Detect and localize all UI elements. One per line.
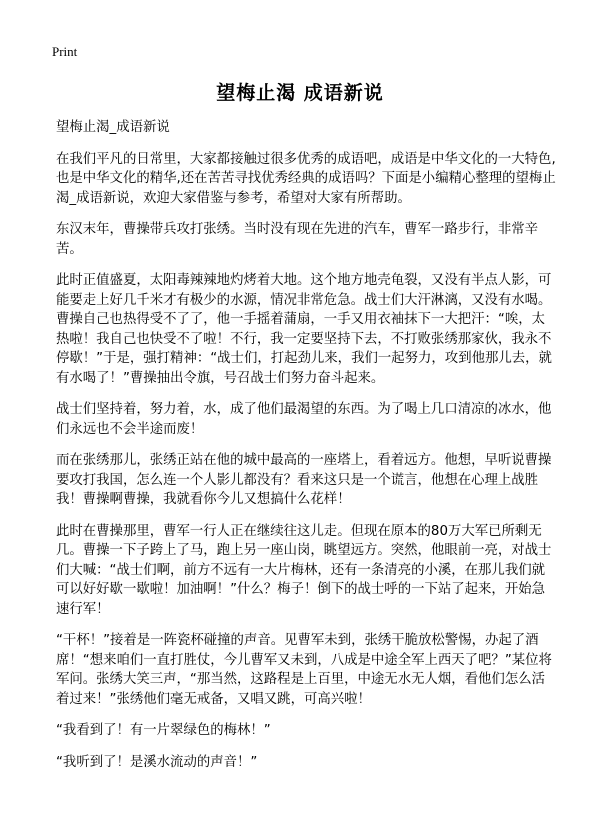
print-link[interactable]: Print <box>52 44 78 59</box>
paragraph: 在我们平凡的日常里，大家都接触过很多优秀的成语吧，成语是中华文化的一大特色,也是中华文化的精华,还在苦苦寻找优秀经典的成语吗？下面是小编精心整理的望梅止渴_成语新说，欢迎大家借鉴与参考，希望对大家有所帮助。 <box>56 151 556 206</box>
paragraph: “我听到了！是溪水流动的声音！” <box>56 754 258 770</box>
paragraph: 此时在曹操那里，曹军一行人正在继续往这儿走。但现在原本的80万大军已所剩无几。曹操一下子跨上了马，跑上另一座山岗，眺望远方。突然，他眼前一亮，对战士们大喊：“战士们啊，前方不远有一大片梅林，还有一条清亮的小溪，在那儿我们就可以好好歇一歇啦！加油啊！”什么？梅子！倒下的战士呼的一下站了起来，开始急速行军！ <box>56 523 552 617</box>
article-subtitle: 望梅止渴_成语新说 <box>56 120 170 135</box>
paragraph: 东汉末年，曹操带兵攻打张绣。当时没有现在先进的汽车，曹军一路步行，非常辛苦。 <box>56 222 539 257</box>
article-body <box>56 118 556 784</box>
paragraph: 此时正值盛夏，太阳毒辣辣地灼烤着大地。这个地方地壳龟裂，又没有半点人影，可能要走上好几千米才有极少的水源，情况非常危急。战士们大汗淋漓，又没有水喝。曹操自己也热得受不了了，他一手摇着蒲扇，一手又用衣袖抹下一大把汗：“唉，太热啦！我自己也快受不了啦！不行，我一定要坚持下去，不打败张绣那家伙，我永不停歇！”于是，强打精神：“战士们，打起劲儿来，我们一起努力，攻到他那儿去，就有水喝了！”曹操抽出令旗，号召战士们努力奋斗起来。 <box>56 273 552 386</box>
paragraph: 而在张绣那儿，张绣正站在他的城中最高的一座塔上，看着远方。他想，早听说曹操要攻打我国，怎么连一个人影儿都没有？看来这只是一个谎言，他想在心理上战胜我！曹操啊曹操，我就看你今儿又想搞什么花样！ <box>56 453 552 507</box>
paragraph: “我看到了！有一片翠绿色的梅林！” <box>56 723 271 738</box>
page-title: 望梅止渴 成语新说 <box>216 82 384 104</box>
paragraph: “干杯！”接着是一阵瓷杯碰撞的声音。见曹军未到，张绣干脆放松警惕，办起了酒席！“想来咱们一直打胜仗，今儿曹军又未到，八成是中途全军上西天了吧？”某位将军问。张绣大笑三声，“那当然，这路程是上百里，中途无水无人烟，看他们怎么活着过来！”张绣他们毫无戒备，又唱又跳，可高兴啦！ <box>56 633 552 707</box>
paragraph: 战士们坚持着，努力着，水，成了他们最渴望的东西。为了喝上几口清凉的冰水，他们永远也不会半途而废！ <box>56 402 552 437</box>
